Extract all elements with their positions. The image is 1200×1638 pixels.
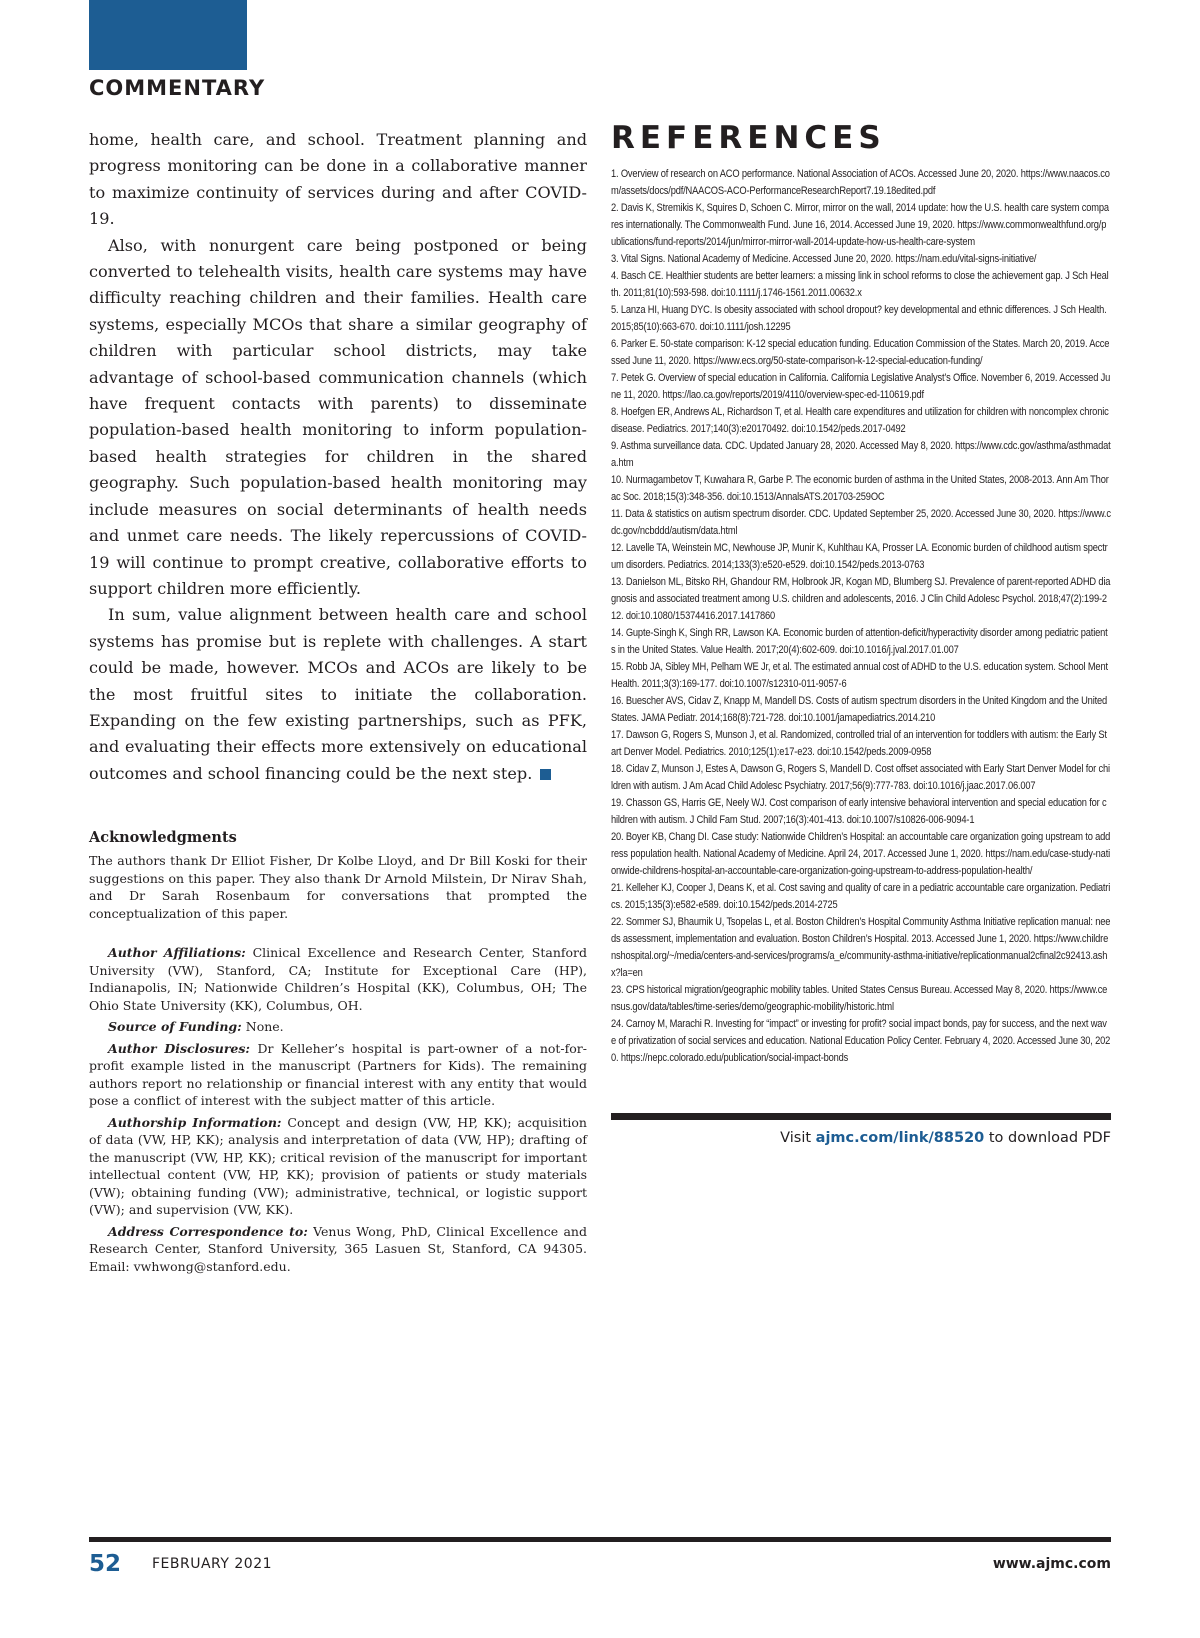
end-of-article-mark: [540, 769, 551, 780]
address-correspondence-text: Venus Wong, PhD, Clinical Excellence and Research Center, Stanford University, 365 Lasuen St, Stanford, CA 94305. Email: vwhwong@stanford.edu.: [89, 1223, 587, 1274]
reference-item: 7. Petek G. Overview of special education in California. California Legislative Analyst’s Office. November 6, 2019. Accessed June 11, 2020. https://lao.ca.gov/reports/2019/4110/overview-spec-ed-110619.pdf: [611, 372, 1111, 401]
reference-item: 13. Danielson ML, Bitsko RH, Ghandour RM, Holbrook JR, Kogan MD, Blumberg SJ. Prevalence of parent-reported ADHD diagnosis and associated treatment among U.S. children and adolescents, 2016. J Clin Child Adolesc Psychol. 2018;47(2):199-212. doi:10.1080/15374416.2017.1417860: [611, 576, 1111, 622]
authorship-information-label: Authorship Information:: [108, 1114, 282, 1130]
reference-item: 9. Asthma surveillance data. CDC. Updated January 28, 2020. Accessed May 8, 2020. https://www.cdc.gov/asthma/asthmadata.htm: [611, 440, 1111, 469]
reference-item: 22. Sommer SJ, Bhaumik U, Tsopelas L, et al. Boston Children’s Hospital Community Asthma Initiative replication manual: needs assessment, implementation and evaluation. Boston Children’s Hospital. 2013. Accessed June 1, 2020. https://www.childrenshospital.org/~/media/centers-and-services/programs/a_e/community-asthma-initiative/replicationmanual2cfinal2c92413.ashx?la=en: [611, 916, 1111, 979]
reference-item: 8. Hoefgen ER, Andrews AL, Richardson T, et al. Health care expenditures and utilization for children with noncomplex chronic disease. Pediatrics. 2017;140(3):e20170492. doi:10.1542/peds.2017-0492: [611, 406, 1109, 435]
reference-item: 5. Lanza HI, Huang DYC. Is obesity associated with school dropout? key developmental and ethnic differences. J Sch Health. 2015;85(10):663-670. doi:10.1111/josh.12295: [611, 304, 1107, 333]
download-prefix: Visit: [780, 1130, 816, 1146]
reference-item: 12. Lavelle TA, Weinstein MC, Newhouse JP, Munir K, Kuhlthau KA, Prosser LA. Economic burden of childhood autism spectrum disorders. Pediatrics. 2014;133(3):e520-e529. doi:10.1542/peds.2013-0763: [611, 542, 1108, 571]
download-line: [611, 1130, 1111, 1146]
issue-date: FEBRUARY 2021: [152, 1556, 273, 1572]
reference-item: 11. Data & statistics on autism spectrum disorder. CDC. Updated September 25, 2020. Accessed June 30, 2020. https://www.cdc.gov/ncbddd/autism/data.html: [611, 508, 1111, 537]
reference-item: 15. Robb JA, Sibley MH, Pelham WE Jr, et al. The estimated annual cost of ADHD to the U.S. education system. School Ment Health. 2011;3(3):169-177. doi:10.1007/s12310-011-9057-6: [611, 661, 1108, 690]
footer-divider: [89, 1537, 1111, 1542]
download-suffix: to download PDF: [984, 1130, 1111, 1146]
header-accent-block: [89, 0, 247, 70]
address-correspondence: [89, 1223, 587, 1276]
source-of-funding: [89, 1018, 587, 1036]
reference-item: 17. Dawson G, Rogers S, Munson J, et al. Randomized, controlled trial of an intervention for toddlers with autism: the Early Start Denver Model. Pediatrics. 2010;125(1):e17-e23. doi:10.1542/peds.2009-0958: [611, 729, 1107, 758]
body-paragraph-2: Also, with nonurgent care being postponed or being converted to telehealth visits, health care systems may have difficulty reaching children and their families. Health care systems, especially MCOs that share a similar geography of children with particular school districts, may take advantage of school-based communication channels (which have frequent contacts with parents) to disseminate population-based health monitoring to inform population-based health strategies for children in the shared geography. Such population-based health monitoring may include measures on social determinants of health needs and unmet care needs. The likely repercussions of COVID-19 will continue to prompt creative, collaborative efforts to support children more efficiently.: [89, 235, 587, 598]
reference-item: 3. Vital Signs. National Academy of Medicine. Accessed June 20, 2020. https://nam.edu/vital-signs-initiative/: [611, 253, 1037, 265]
reference-item: 20. Boyer KB, Chang DI. Case study: Nationwide Children’s Hospital: an accountable care organization going upstream to address population health. National Academy of Medicine. April 24, 2017. Accessed June 1, 2020. https://nam.edu/case-study-nationwide-childrens-hospital-an-accountable-care-organization-going-upstream-to-address-population-health/: [611, 831, 1111, 877]
authorship-information: [89, 1114, 587, 1219]
authorship-information-text: Concept and design (VW, HP, KK); acquisition of data (VW, HP, KK); analysis and interpretation of data (VW, HP); drafting of the manuscript (VW, HP, KK); critical revision of the manuscript for important intellectual content (VW, HP, KK); provision of patients or study materials (VW); obtaining funding (VW); administrative, technical, or logistic support (VW); and supervision (VW, KK).: [89, 1114, 587, 1218]
reference-item: 24. Carnoy M, Marachi R. Investing for “impact” or investing for profit? social impact bonds, pay for success, and the next wave of privatization of social services and education. National Education Policy Center. February 4, 2020. Accessed June 30, 2020. https://nepc.colorado.edu/publication/social-impact-bonds: [611, 1018, 1111, 1064]
download-link[interactable]: ajmc.com/link/88520: [815, 1130, 985, 1146]
author-disclosures-label: Author Disclosures:: [108, 1040, 251, 1056]
source-of-funding-text: None.: [241, 1019, 284, 1035]
reference-item: 23. CPS historical migration/geographic mobility tables. United States Census Bureau. Accessed May 8, 2020. https://www.census.gov/data/tables/time-series/demo/geographic-mobility/historic.html: [611, 984, 1108, 1013]
reference-item: 2. Davis K, Stremikis K, Squires D, Schoen C. Mirror, mirror on the wall, 2014 update: how the U.S. health care system compares internationally. The Commonwealth Fund. June 16, 2014. Accessed June 19, 2020. https://www.commonwealthfund.org/publications/fund-reports/2014/jun/mirror-mirror-wall-2014-update-how-us-health-care-system: [611, 202, 1109, 248]
references-column: [611, 120, 1111, 1067]
author-disclosures-text: Dr Kelleher’s hospital is part-owner of a not-for-profit example listed in the manuscript (Partners for Kids). The remaining authors report no relationship or financial interest with any entity that would pose a conflict of interest with the subject matter of this article.: [89, 1040, 587, 1109]
references-title: REFERENCES: [611, 120, 886, 156]
section-label: COMMENTARY: [89, 76, 266, 100]
reference-item: 14. Gupte-Singh K, Singh RR, Lawson KA. Economic burden of attention-deficit/hyperactivity disorder among pediatric patients in the United States. Value Health. 2017;20(4):602-609. doi:10.1016/j.jval.2017.01.007: [611, 627, 1108, 656]
source-of-funding-label: Source of Funding:: [108, 1019, 242, 1035]
left-column: [89, 127, 587, 1275]
author-affiliations-label: Author Affiliations:: [108, 945, 246, 961]
reference-item: 1. Overview of research on ACO performance. National Association of ACOs. Accessed June 20, 2020. https://www.naacos.com/assets/docs/pdf/NAACOS-ACO-PerformanceResearchReport7.19.18edited.pdf: [611, 168, 1110, 197]
references-list: [611, 166, 1111, 1067]
body-paragraph-3: [89, 602, 587, 787]
body-paragraph-1: home, health care, and school. Treatment planning and progress monitoring can be done in a collaborative manner to maximize continuity of services during and after COVID-19.: [89, 130, 587, 229]
acknowledgments-text: The authors thank Dr Elliot Fisher, Dr Kolbe Lloyd, and Dr Bill Koski for their suggestions on this paper. They also thank Dr Arnold Milstein, Dr Nirav Shah, and Dr Sarah Rosenbaum for conversations that prompted the conceptualization of this paper.: [89, 853, 587, 921]
author-disclosures: [89, 1040, 587, 1110]
reference-item: 16. Buescher AVS, Cidav Z, Knapp M, Mandell DS. Costs of autism spectrum disorders in the United Kingdom and the United States. JAMA Pediatr. 2014;168(8):721-728. doi:10.1001/jamapediatrics.2014.210: [611, 695, 1108, 724]
author-affiliations-text: Clinical Excellence and Research Center, Stanford University (VW), Stanford, CA; Institute for Exceptional Care (HP), Indianapolis, IN; Nationwide Children’s Hospital (KK), Columbus, OH; The Ohio State University (KK), Columbus, OH.: [89, 945, 588, 1013]
address-correspondence-label: Address Correspondence to:: [108, 1223, 308, 1239]
reference-item: 19. Chasson GS, Harris GE, Neely WJ. Cost comparison of early intensive behavioral intervention and special education for children with autism. J Child Fam Stud. 2007;16(3):401-413. doi:10.1007/s10826-006-9094-1: [611, 797, 1107, 826]
acknowledgments-heading: Acknowledgments: [89, 829, 237, 847]
page-number: 52: [89, 1551, 122, 1577]
reference-item: 10. Nurmagambetov T, Kuwahara R, Garbe P. The economic burden of asthma in the United States, 2008-2013. Ann Am Thorac Soc. 2018;15(3):348-356. doi:10.1513/AnnalsATS.201703-259OC: [611, 474, 1109, 503]
reference-item: 18. Cidav Z, Munson J, Estes A, Dawson G, Rogers S, Mandell D. Cost offset associated with Early Start Denver Model for children with autism. J Am Acad Child Adolesc Psychiatry. 2017;56(9):777-783. doi:10.1016/j.jaac.2017.06.007: [611, 763, 1110, 792]
body-paragraph-3-text: In sum, value alignment between health care and school systems has promise but is replete with challenges. A start could be made, however. MCOs and ACOs are likely to be the most fruitful sites to initiate the collaboration. Expanding on the few existing partnerships, such as PFK, and evaluating their effects more extensively on educational outcomes and school financing could be the next step.: [89, 605, 587, 783]
reference-item: 4. Basch CE. Healthier students are better learners: a missing link in school reforms to close the achievement gap. J Sch Health. 2011;81(10):593-598. doi:10.1111/j.1746-1561.2011.00632.x: [611, 270, 1109, 299]
reference-item: 6. Parker E. 50-state comparison: K-12 special education funding. Education Commission of the States. March 20, 2019. Accessed June 11, 2020. https://www.ecs.org/50-state-comparison-k-12-special-education-funding/: [611, 338, 1110, 367]
author-affiliations: [89, 944, 587, 1014]
references-divider: [611, 1113, 1111, 1120]
site-url[interactable]: www.ajmc.com: [992, 1556, 1111, 1572]
reference-item: 21. Kelleher KJ, Cooper J, Deans K, et al. Cost saving and quality of care in a pediatric accountable care organization. Pediatrics. 2015;135(3):e582-e589. doi:10.1542/peds.2014-2725: [611, 882, 1111, 911]
